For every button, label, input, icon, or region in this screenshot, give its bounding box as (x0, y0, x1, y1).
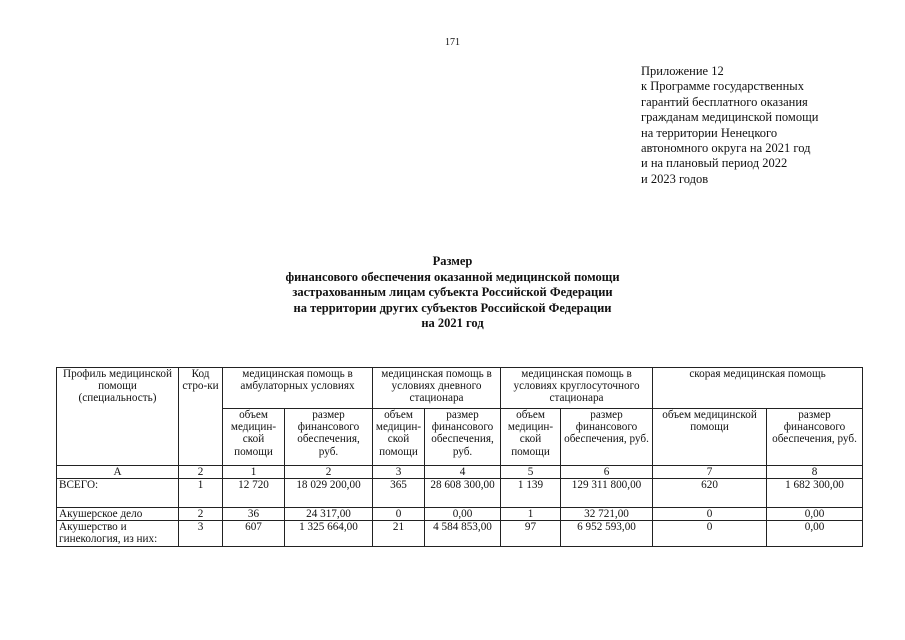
title-line: финансового обеспечения оказанной медицинской помощи (285, 269, 620, 284)
cell-value: 1 139 (501, 479, 561, 508)
cell-value: 0,00 (425, 508, 501, 521)
title-line: Размер (432, 254, 473, 268)
header-code: Код стро-ки (179, 368, 223, 466)
appendix-reference (641, 64, 881, 187)
column-index: 7 (653, 466, 767, 479)
cell-value: 24 317,00 (285, 508, 373, 521)
row-code: 3 (179, 521, 223, 546)
cell-value: 1 (501, 508, 561, 521)
column-index-row (57, 466, 863, 479)
table-row (57, 521, 863, 546)
column-index: 3 (373, 466, 425, 479)
appendix-line: автономного округа на 2021 год (641, 141, 811, 156)
column-index: 1 (223, 466, 285, 479)
subheader-volume: объем медицин-ской помощи (501, 409, 561, 466)
appendix-line: гражданам медицинской помощи (641, 110, 819, 125)
cell-value: 4 584 853,00 (425, 521, 501, 546)
cell-value: 1 682 300,00 (767, 479, 863, 508)
appendix-line: на территории Ненецкого (641, 125, 778, 140)
row-profile: Акушерское дело (57, 508, 179, 521)
subheader-volume: объем медицин-ской помощи (373, 409, 425, 466)
header-group-ambulance: скорая медицинская помощь (653, 368, 863, 409)
header-group-day-hospital: медицинская помощь в условиях дневного стационара (373, 368, 501, 409)
cell-value: 0 (653, 521, 767, 546)
cell-value: 620 (653, 479, 767, 508)
cell-value: 18 029 200,00 (285, 479, 373, 508)
cell-value: 32 721,00 (561, 508, 653, 521)
cell-value: 0 (373, 508, 425, 521)
subheader-amount: размер финансового обеспечения, руб. (561, 409, 653, 466)
title-line: на 2021 год (421, 316, 484, 331)
appendix-line: к Программе государственных (641, 79, 804, 94)
cell-value: 12 720 (223, 479, 285, 508)
cell-value: 365 (373, 479, 425, 508)
column-index: 2 (179, 466, 223, 479)
cell-value: 0,00 (767, 521, 863, 546)
appendix-line: и 2023 годов (641, 171, 709, 186)
financing-table (56, 367, 863, 547)
cell-value: 0 (653, 508, 767, 521)
subheader-volume: объем медицинской помощи (653, 409, 767, 466)
page-number: 171 (445, 37, 460, 48)
cell-value: 97 (501, 521, 561, 546)
subheader-amount: размер финансового обеспечения, руб. (425, 409, 501, 466)
header-group-round-clock-hospital: медицинская помощь в условиях круглосуточного стационара (501, 368, 653, 409)
table-row (57, 479, 863, 508)
header-profile: Профиль медицинской помощи (специальность) (57, 368, 179, 466)
cell-value: 0,00 (767, 508, 863, 521)
column-index: 2 (285, 466, 373, 479)
subheader-volume: объем медицин-ской помощи (223, 409, 285, 466)
column-index: 4 (425, 466, 501, 479)
row-profile: ВСЕГО: (57, 479, 179, 508)
cell-value: 36 (223, 508, 285, 521)
cell-value: 6 952 593,00 (561, 521, 653, 546)
cell-value: 607 (223, 521, 285, 546)
row-profile: Акушерство и гинекология, из них: (57, 521, 179, 546)
appendix-line: Приложение 12 (641, 64, 724, 78)
cell-value: 28 608 300,00 (425, 479, 501, 508)
column-index: 5 (501, 466, 561, 479)
cell-value: 1 325 664,00 (285, 521, 373, 546)
cell-value: 129 311 800,00 (561, 479, 653, 508)
header-group-ambulatory: медицинская помощь в амбулаторных условиях (223, 368, 373, 409)
subheader-amount: размер финансового обеспечения, руб. (767, 409, 863, 466)
row-code: 2 (179, 508, 223, 521)
column-index: 8 (767, 466, 863, 479)
document-title (0, 254, 905, 332)
column-index: 6 (561, 466, 653, 479)
title-line: на территории других субъектов Российской Федерации (293, 300, 612, 315)
cell-value: 21 (373, 521, 425, 546)
subheader-amount: размер финансового обеспечения, руб. (285, 409, 373, 466)
column-index: А (57, 466, 179, 479)
row-code: 1 (179, 479, 223, 508)
table-row (57, 508, 863, 521)
appendix-line: гарантий бесплатного оказания (641, 94, 808, 109)
header-row-groups (57, 368, 863, 409)
appendix-line: и на плановый период 2022 (641, 156, 788, 171)
title-line: застрахованным лицам субъекта Российской Федерации (292, 285, 613, 300)
